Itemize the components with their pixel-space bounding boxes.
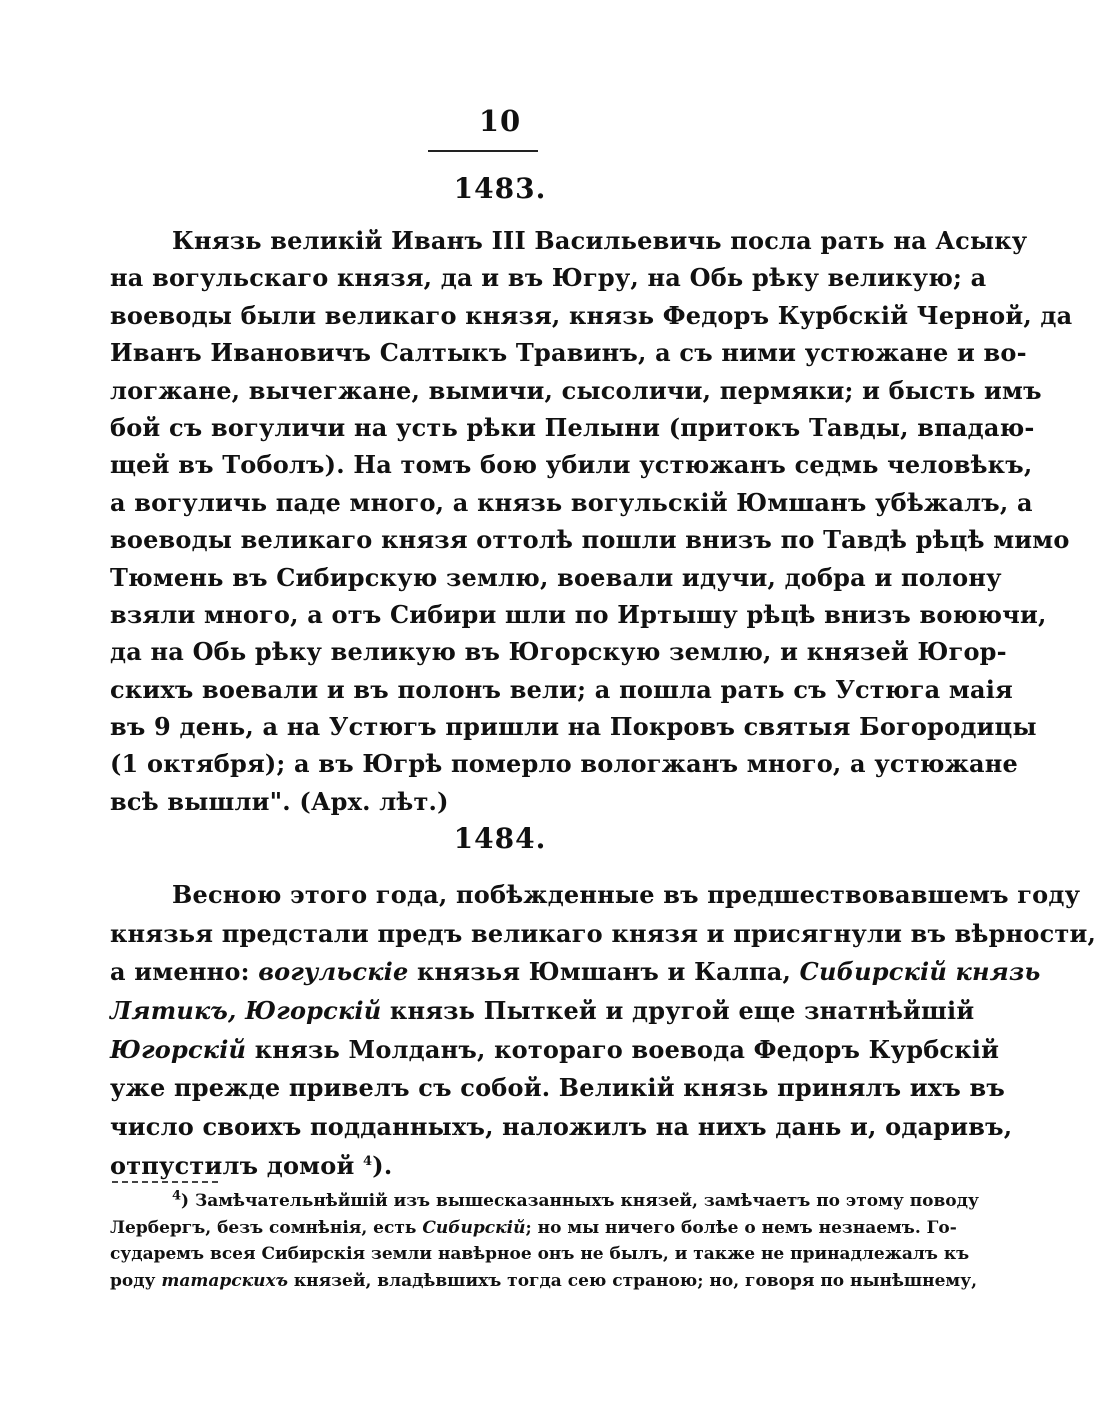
text-run: князья Юмшанъ и Калпа, (408, 957, 800, 987)
text-line: Весною этого года, побѣжденные въ предшествовавшемъ году (172, 880, 1081, 909)
text-line: Иванъ Ивановичъ Салтыкъ Травинъ, а съ ними устюжане и во- (110, 338, 1027, 368)
footnote-line (110, 1188, 979, 1215)
footnote-marker: 4 (172, 1188, 182, 1204)
text-line (110, 953, 1041, 992)
text-run: ) Замѣчательнѣйшій изъ вышесказанныхъ князей, замѣчаетъ по этому поводу (181, 1191, 979, 1211)
italic-run: Сибирскій (422, 1217, 526, 1238)
text-run: князь Пыткей и другой еще знатнѣйшій (381, 996, 975, 1026)
text-line: уже прежде привелъ съ собой. Великій князь принялъ ихъ въ (110, 1073, 1005, 1103)
text-line: логжане, вычегжане, вымичи, сысоличи, пермяки; и бысть имъ (110, 375, 1042, 405)
italic-run: Югорскій (110, 1034, 247, 1064)
text-line: а вогуличь паде много, а князь вогульскій Юмшанъ убѣжалъ, а (110, 487, 1033, 517)
text-line: воеводы великаго князя оттолѣ пошли внизъ по Тавдѣ рѣцѣ мимо (110, 525, 1070, 555)
paragraph-1484 (110, 876, 1096, 1186)
text-line: щей въ Тоболъ). На томъ бою убили устюжанъ седмь человѣкъ, (110, 450, 1033, 480)
text-run: роду (110, 1270, 162, 1291)
text-line (110, 1031, 1000, 1070)
text-line: всѣ вышли". (Арх. лѣт.) (110, 786, 449, 816)
text-run: ; но мы ничего болѣе о немъ незнаемъ. Го- (525, 1217, 957, 1238)
text-run: князей, владѣвшихъ тогда сею страною; но, говоря по нынѣшнему, (287, 1270, 977, 1291)
text-line: скихъ воевали и въ полонъ вели; а пошла рать съ Устюга маія (110, 674, 1013, 704)
text-line: взяли много, а отъ Сибири шли по Иртышу рѣцѣ внизъ воюючи, (110, 599, 1047, 629)
footnote-line: сударемъ всея Сибирскія земли навѣрное онъ не былъ, и также не принадлежалъ къ (110, 1244, 970, 1264)
italic-run: вогульскіе (258, 957, 409, 987)
footnote-line (110, 1268, 977, 1295)
text-line: воеводы были великаго князя, князь Федоръ Курбскій Черной, да (110, 300, 1073, 330)
text-run: а именно: (110, 957, 259, 987)
footnote-reference: 4 (363, 1153, 373, 1169)
text-line: (1 октября); а въ Югрѣ померло вологжанъ много, а устюжане (110, 749, 1019, 779)
text-run: отпустилъ домой (110, 1150, 355, 1180)
header-rule (428, 150, 538, 152)
text-line (110, 992, 975, 1031)
italic-run: Сибирскій князь (799, 957, 1041, 987)
text-line: въ 9 день, а на Устюгъ пришли на Покровъ святыя Богородицы (110, 712, 1037, 742)
text-line: бой съ вогуличи на усть рѣки Пелыни (притокъ Тавды, впадаю- (110, 412, 1035, 442)
italic-run: Лятикъ, Югорскій (110, 996, 382, 1026)
paragraph-1483 (110, 222, 1073, 820)
text-line: князья предстали предъ великаго князя и присягнули въ вѣрности, (110, 918, 1096, 948)
page-number: 10 (478, 104, 522, 138)
year-heading-1483: 1483. (453, 172, 547, 205)
text-line (110, 1147, 855, 1186)
italic-run: татарскихъ (161, 1270, 288, 1291)
text-line: на вогульскаго князя, да и въ Югру, на Обь рѣку великую; а (110, 263, 987, 293)
year-heading-1484: 1484. (453, 822, 547, 855)
footnote-line (110, 1215, 957, 1242)
footnote-rule (112, 1181, 218, 1183)
text-line: Тюмень въ Сибирскую землю, воевали идучи, добра и полону (110, 562, 1002, 592)
footnote (110, 1188, 979, 1294)
text-line: число своихъ подданныхъ, наложилъ на нихъ дань и, одаривъ, (110, 1112, 1013, 1142)
text-run: князь Молданъ, котораго воевода Федоръ Курбскій (246, 1034, 1000, 1064)
text-run: Лербергъ, безъ сомнѣнія, есть (110, 1217, 423, 1238)
text-line: да на Обь рѣку великую въ Югорскую землю, и князей Югор- (110, 637, 1007, 667)
text-line: Князь великій Иванъ III Васильевичь посла рать на Асыку (172, 226, 1028, 255)
text-run: ). (372, 1150, 393, 1180)
